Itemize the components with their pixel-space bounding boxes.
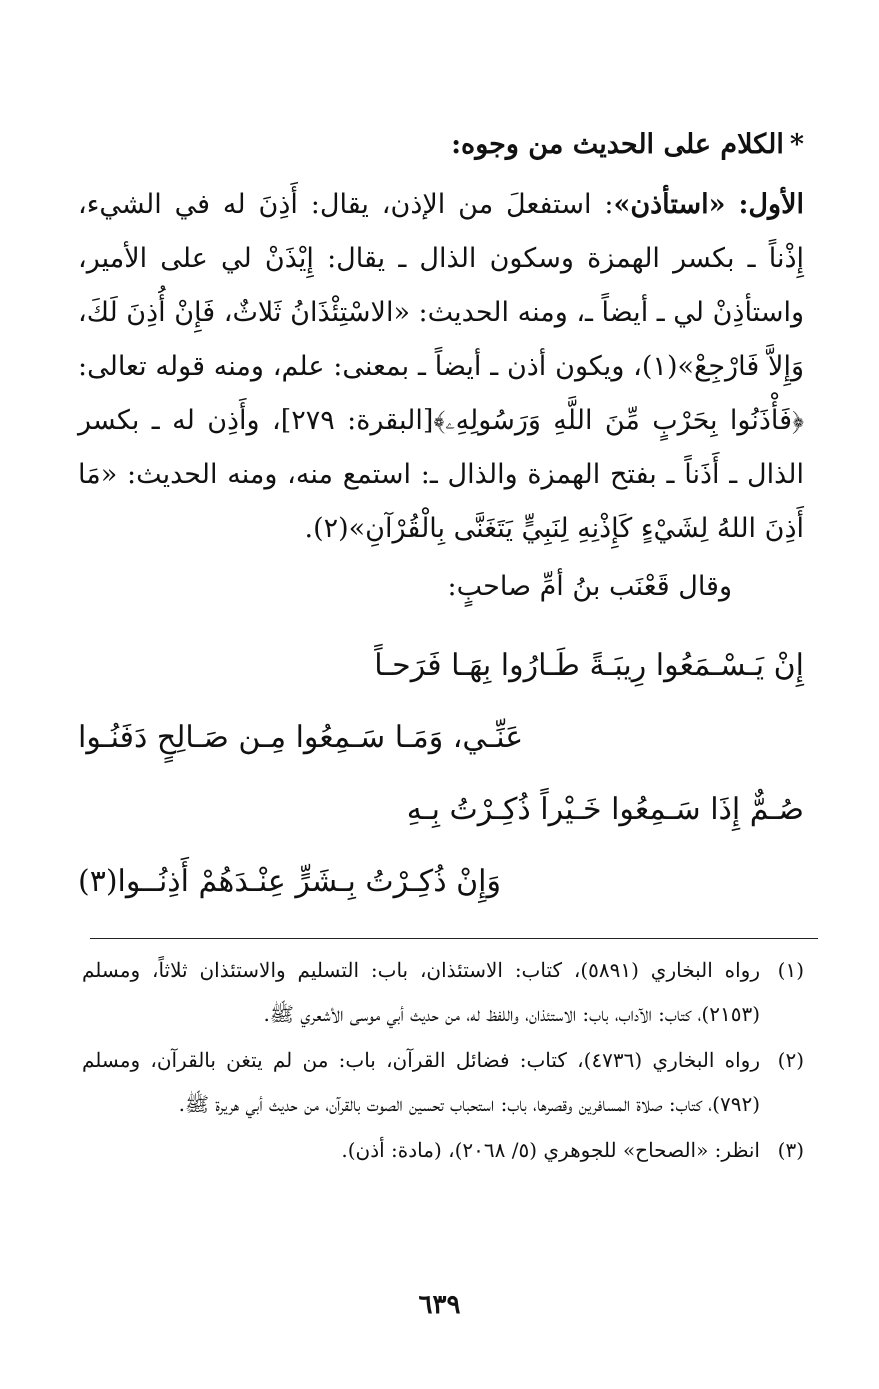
footnote-text: رواه البخاري (٥٨٩١)، كتاب: الاستئذان، باب: التسليم والاستئذان ثلاثاً، ومسلم (٢١٥٣)، كتاب: الآداب، باب: الاستئذان، واللفظ له، من حديث أبي موسى الأشعري ﷺ. [82, 958, 760, 1026]
footnote-number: (٢) [777, 1048, 804, 1072]
section-heading-text: الكلام على الحديث من وجوه: [451, 129, 784, 160]
paragraph-text: : استفعلَ من الإذن، يقال: أَذِنَ له في الشيء، إِذْناً ـ بكسر الهمزة وسكون الذال ـ يقال: إِيْذَنْ لي على الأمير، واستأذِنْ لي ـ أيضاً ـ، ومنه الحديث: «الاسْتِئْذَانُ ثَلاثٌ، فَإِنْ أُذِنَ لَكَ، وَإِلاَّ فَارْجِعْ»(١)، ويكون أذن ـ أيضاً ـ بمعنى: علم، ومنه قوله تعالى: ﴿فَأْذَنُوا بِحَرْبٍ مِّنَ اللَّهِ وَرَسُولِهِۦ﴾[البقرة: ٢٧٩]، وأَذِن له ـ بكسر الذال ـ أَذَناً ـ بفتح الهمزة والذال ـ: استمع منه، ومنه الحديث: «مَا أَذِنَ اللهُ لِشَيْءٍ كَإِذْنِهِ لِنَبِيٍّ يَتَغَنَّى بِالْقُرْآنِ»(٢). [78, 189, 804, 544]
section-heading [78, 118, 804, 172]
footnote-text: انظر: «الصحاح» للجوهري (٥/ ٢٠٦٨)، (مادة: أذن). [341, 1138, 760, 1162]
poem [78, 630, 804, 918]
footnote-text: رواه البخاري (٤٧٣٦)، كتاب: فضائل القرآن، باب: من لم يتغن بالقرآن، ومسلم (٧٩٢)، كتاب: صلاة المسافرين وقصرها، باب: استحباب تحسين الصوت بالقرآن، من حديث أبي هريرة ﷺ. [82, 1048, 760, 1116]
poem-verse: صُـمٌّ إِذَا سَـمِعُوا خَـيْراً ذُكِـرْتُ بِـهِ [406, 792, 804, 827]
main-text [78, 118, 804, 918]
footnote [82, 948, 804, 1036]
poem-verse: عَنِّـي، وَمَـا سَـمِعُوا مِـن صَـالِحٍ دَفَنُـوا [78, 720, 524, 755]
paragraph-lead: الأول: [738, 189, 804, 220]
page-number: ٦٣٩ [418, 1290, 461, 1320]
paragraph-lead-word: «استأذن» [613, 189, 726, 220]
body-paragraph [78, 178, 804, 556]
star-icon: * [789, 129, 804, 160]
footnote [82, 1128, 804, 1172]
footnote-number: (٣) [777, 1138, 804, 1162]
footnote-divider [90, 938, 818, 939]
footnote-number: (١) [777, 958, 804, 982]
poem-verse: إِنْ يَـسْـمَعُوا رِيبَـةً طَـارُوا بِهَـا فَرَحـاً [374, 648, 804, 683]
footnotes [82, 948, 804, 1174]
poem-intro: وقال قَعْنَب بنُ أمِّ صاحبٍ: [447, 571, 732, 602]
footnote [82, 1038, 804, 1126]
poem-verse: وَإِنْ ذُكِـرْتُ بِـشَرٍّ عِنْـدَهُمْ أَذِنُــوا(٣) [78, 864, 501, 899]
